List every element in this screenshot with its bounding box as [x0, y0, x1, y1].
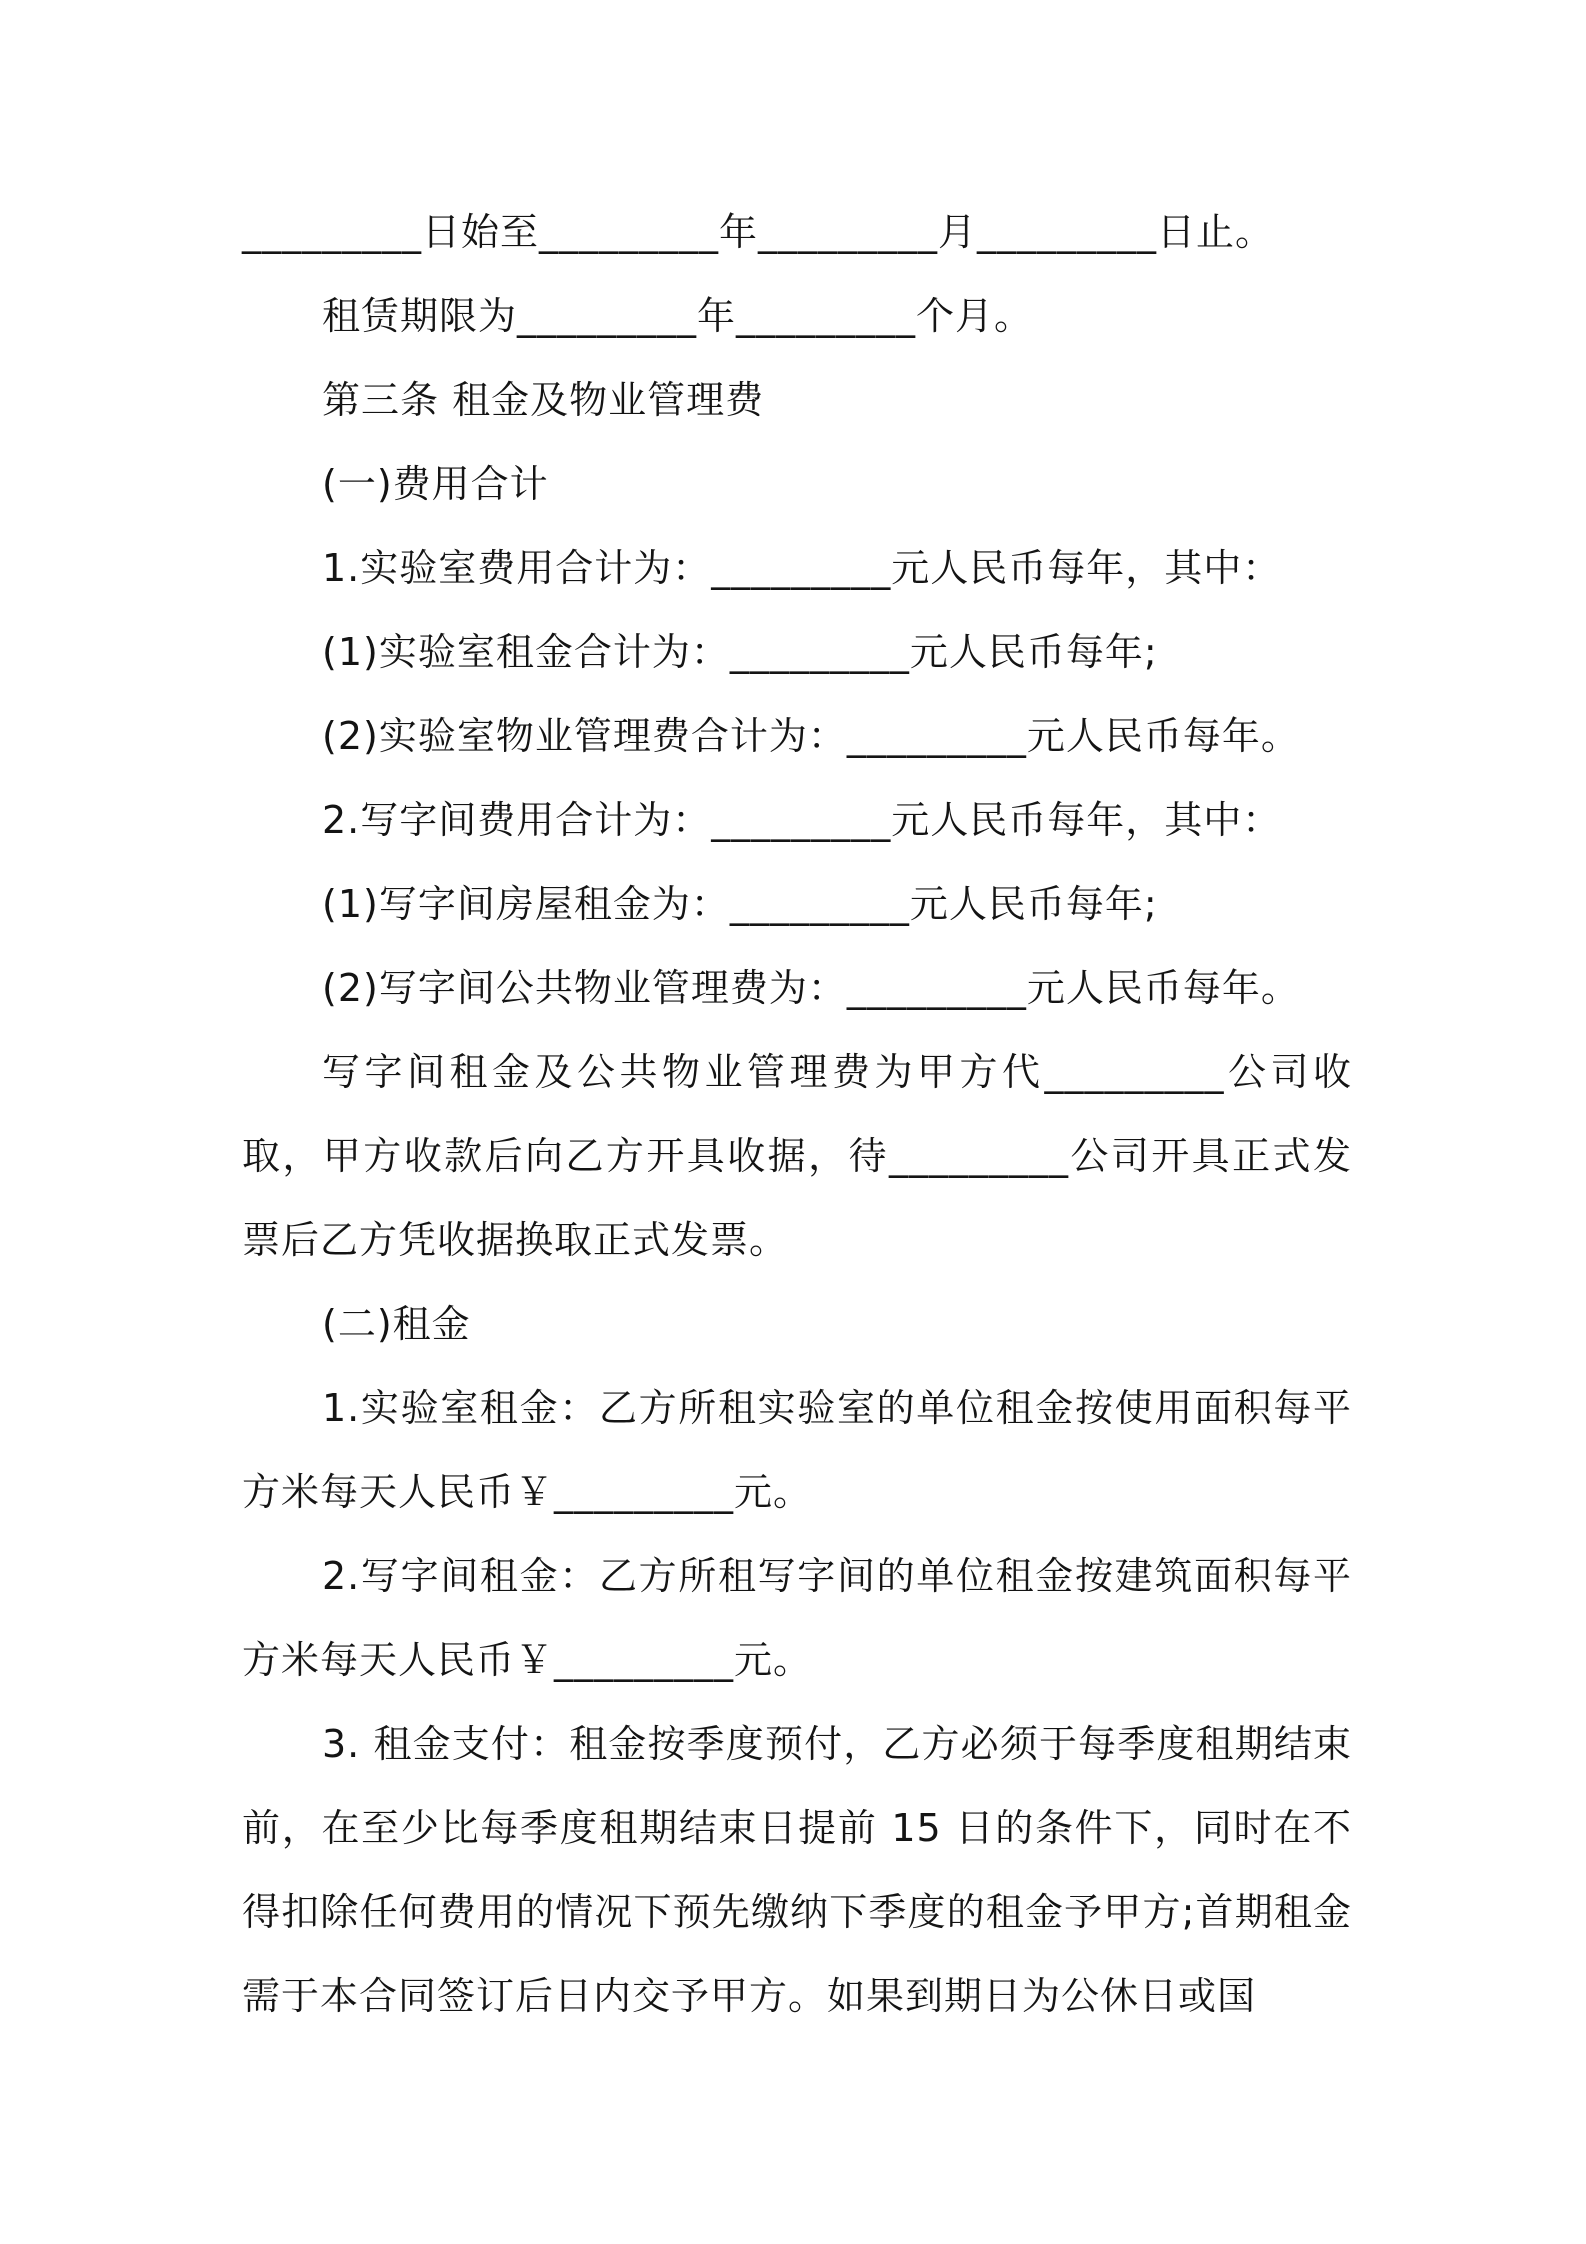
paragraph-lab-rent-total: (1)实验室租金合计为：_________元人民币每年; [322, 630, 1158, 674]
document-body [242, 190, 1352, 2038]
paragraph-office-rent: (1)写字间房屋租金为：_________元人民币每年; [322, 882, 1158, 926]
section-fees-total-heading: (一)费用合计 [322, 462, 549, 506]
paragraph-lab-property-fee: (2)实验室物业管理费合计为：_________元人民币每年。 [322, 714, 1300, 758]
paragraph-lab-rent-rate: 1.实验室租金：乙方所租实验室的单位租金按使用面积每平方米每天人民币￥_________元。 [242, 1386, 1352, 1514]
paragraph-office-rent-rate: 2.写字间租金：乙方所租写字间的单位租金按建筑面积每平方米每天人民币￥_________元。 [242, 1554, 1352, 1682]
paragraph-office-fee-collection: 写字间租金及公共物业管理费为甲方代_________公司收取，甲方收款后向乙方开具收据，待_________公司开具正式发票后乙方凭收据换取正式发票。 [242, 1050, 1352, 1262]
section-rent-heading: (二)租金 [322, 1302, 471, 1346]
paragraph-lease-period-end: _________日始至_________年_________月_________日止。 [242, 210, 1275, 254]
paragraph-office-fees-total: 2.写字间费用合计为：_________元人民币每年，其中： [322, 798, 1282, 842]
paragraph-lab-fees-total: 1.实验室费用合计为：_________元人民币每年，其中： [322, 546, 1282, 590]
paragraph-rent-payment: 3. 租金支付：租金按季度预付，乙方必须于每季度租期结束前，在至少比每季度租期结束日提前 15 日的条件下，同时在不得扣除任何费用的情况下预先缴纳下季度的租金予甲方;首期租金需于本合同签订后日内交予甲方。如果到期日为公休日或国 [242, 1722, 1352, 2018]
paragraph-lease-term: 租赁期限为_________年_________个月。 [322, 294, 1034, 338]
article-three-heading: 第三条 租金及物业管理费 [322, 378, 765, 422]
paragraph-office-property-fee: (2)写字间公共物业管理费为：_________元人民币每年。 [322, 966, 1300, 1010]
